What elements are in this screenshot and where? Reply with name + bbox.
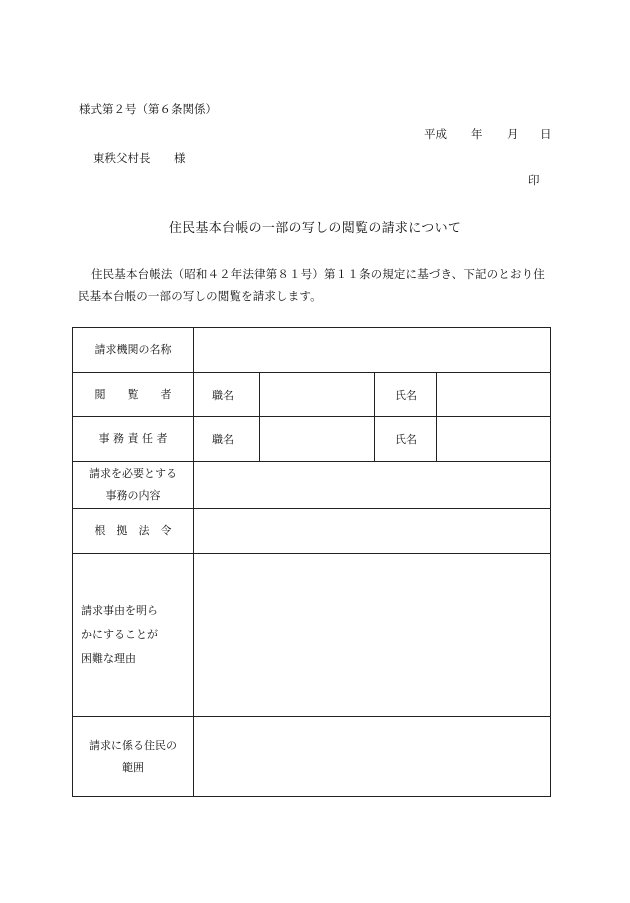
difficulty-reason-field[interactable] xyxy=(194,554,551,717)
addressee: 東秩父村長 xyxy=(93,151,151,165)
addressee-suffix: 様 xyxy=(174,151,186,165)
responsible-title-field[interactable] xyxy=(260,417,375,462)
form-number: 様式第２号（第６条関係） xyxy=(79,102,217,116)
scope-label-line-1: 請求に係る住民の xyxy=(89,738,177,752)
row-resident-scope xyxy=(73,717,551,797)
responsible-name-field[interactable] xyxy=(437,417,551,462)
resident-scope-label xyxy=(73,717,194,797)
difficulty-label-line-2: かにすることが xyxy=(81,628,158,641)
document-title: 住民基本台帳の一部の写しの閲覧の請求について xyxy=(168,221,462,236)
difficulty-reason-label xyxy=(73,554,194,717)
purpose-label-line-1: 請求を必要とする xyxy=(89,467,177,480)
difficulty-label-line-3: 困難な理由 xyxy=(81,652,136,665)
agency-name-label: 請求機関の名称 xyxy=(73,328,194,373)
date-era-label: 平成 xyxy=(424,127,447,141)
seal-mark: 印 xyxy=(528,173,540,187)
purpose-label-line-2: 事務の内容 xyxy=(105,489,161,502)
scope-label-line-2: 範囲 xyxy=(122,760,144,774)
agency-name-field[interactable] xyxy=(194,328,551,373)
responsible-title-label: 職名 xyxy=(194,417,260,462)
viewer-title-field[interactable] xyxy=(260,373,375,417)
resident-scope-field[interactable] xyxy=(194,717,551,797)
row-responsible xyxy=(73,417,551,462)
row-purpose xyxy=(73,462,551,509)
viewer-name-field[interactable] xyxy=(437,373,551,417)
row-agency-name xyxy=(73,328,551,373)
responsible-label: 事 務 責 任 者 xyxy=(73,417,194,462)
legal-basis-label: 根 拠 法 令 xyxy=(73,509,194,554)
legal-basis-field[interactable] xyxy=(194,509,551,554)
body-text-line-1: 住民基本台帳法（昭和４２年法律第８１号）第１１条の規定に基づき、下記のとおり住 xyxy=(91,267,545,281)
viewer-title-label: 職名 xyxy=(194,373,260,417)
request-form-table xyxy=(72,327,551,797)
body-text-line-2: 民基本台帳の一部の写しの閲覧を請求します。 xyxy=(78,289,322,303)
date-month-label: 月 xyxy=(507,127,519,141)
responsible-name-label: 氏名 xyxy=(375,417,437,462)
row-viewer xyxy=(73,373,551,417)
difficulty-label-line-1: 請求事由を明ら xyxy=(81,604,158,617)
purpose-label xyxy=(73,462,194,509)
row-legal-basis xyxy=(73,509,551,554)
viewer-name-label: 氏名 xyxy=(375,373,437,417)
date-year-label: 年 xyxy=(471,127,483,141)
row-difficulty-reason xyxy=(73,554,551,717)
purpose-field[interactable] xyxy=(194,462,551,509)
viewer-label: 閲 覧 者 xyxy=(73,373,194,417)
date-day-label: 日 xyxy=(540,127,552,141)
